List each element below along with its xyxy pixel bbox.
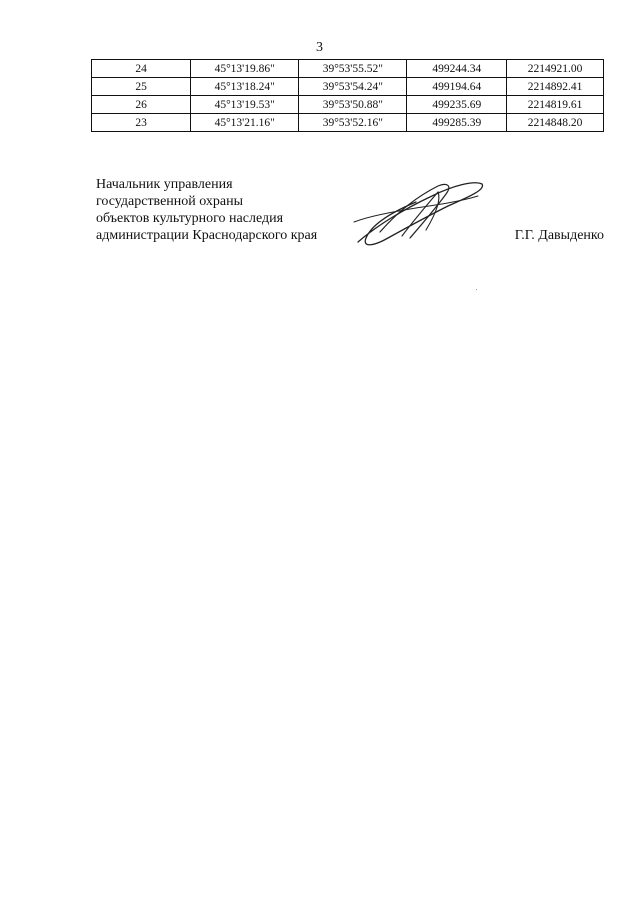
position-line: государственной охраны (96, 194, 244, 209)
latitude-cell: 45°13'19.53" (191, 96, 299, 114)
position-line: администрации Краснодарского края (96, 228, 318, 243)
point-number-cell: 25 (92, 78, 191, 96)
x-coordinate-cell: 499235.69 (407, 96, 507, 114)
table-row (92, 96, 604, 114)
y-coordinate-cell: 2214892.41 (507, 78, 604, 96)
longitude-cell: 39°53'50.88" (299, 96, 407, 114)
longitude-cell: 39°53'54.24" (299, 78, 407, 96)
longitude-cell: 39°53'52.16" (299, 114, 407, 132)
y-coordinate-cell: 2214819.61 (507, 96, 604, 114)
position-line: объектов культурного наследия (96, 211, 284, 226)
position-line: Начальник управления (96, 177, 233, 192)
longitude-cell: 39°53'55.52" (299, 60, 407, 78)
coordinates-table (91, 59, 604, 132)
y-coordinate-cell: 2214921.00 (507, 60, 604, 78)
x-coordinate-cell: 499244.34 (407, 60, 507, 78)
official-position-title (96, 176, 317, 244)
table-row (92, 78, 604, 96)
latitude-cell: 45°13'21.16" (191, 114, 299, 132)
y-coordinate-cell: 2214848.20 (507, 114, 604, 132)
signature-block (96, 176, 604, 256)
point-number-cell: 26 (92, 96, 191, 114)
handwritten-signature (340, 172, 490, 252)
page-number: 3 (316, 40, 323, 55)
x-coordinate-cell: 499285.39 (407, 114, 507, 132)
signer-name: Г.Г. Давыденко (514, 228, 604, 243)
scan-speck (476, 289, 477, 290)
latitude-cell: 45°13'18.24" (191, 78, 299, 96)
point-number-cell: 23 (92, 114, 191, 132)
x-coordinate-cell: 499194.64 (407, 78, 507, 96)
latitude-cell: 45°13'19.86" (191, 60, 299, 78)
point-number-cell: 24 (92, 60, 191, 78)
table-row (92, 60, 604, 78)
table-row (92, 114, 604, 132)
